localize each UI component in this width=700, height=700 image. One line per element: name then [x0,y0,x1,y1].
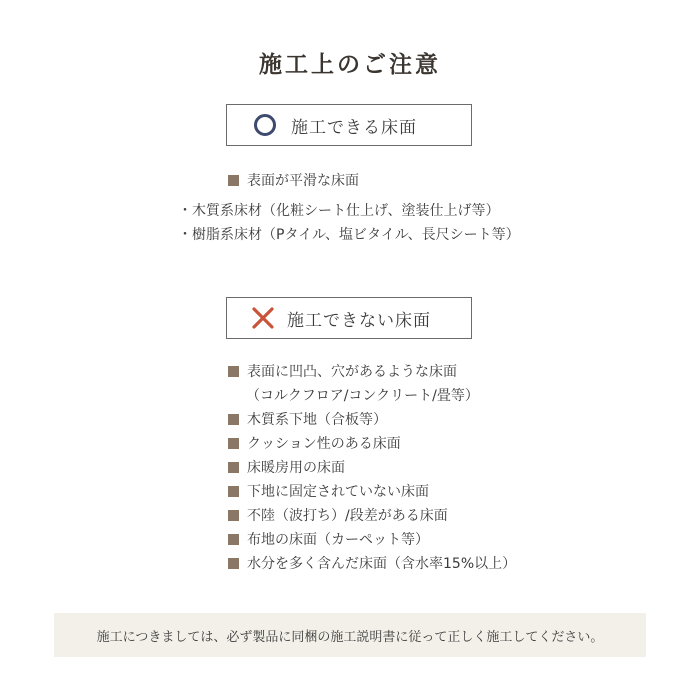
ng-floor-heading: 施工できない床面 [287,310,431,331]
ok-floor-item-text: 表面が平滑な床面 [247,173,359,189]
ng-floor-item [228,459,345,477]
ng-floor-item-text: 水分を多く含んだ床面（含水率15%以上） [247,556,517,572]
installation-note-text: 施工につきましては、必ず製品に同梱の施工説明書に従って正しく施工してください。 [96,629,604,645]
ng-floor-item [228,363,457,381]
installation-note [54,613,646,657]
square-bullet-icon [228,438,239,449]
square-bullet-icon [228,366,239,377]
ng-floor-item [228,435,401,453]
ok-floor-item [228,172,359,190]
ng-floor-item [228,555,516,573]
ng-floor-item [228,411,387,429]
circle-icon [253,113,277,137]
page-title: 施工上のご注意 [259,52,441,78]
ng-floor-heading-box [226,297,472,339]
ng-floor-item-text: 木質系下地（合板等） [247,412,387,428]
ng-floor-item-sub: （コルクフロア/コンクリート/畳等） [246,388,479,404]
ok-floor-detail: ・木質系床材（化粧シート仕上げ、塗装仕上げ等） [178,203,500,219]
square-bullet-icon [228,558,239,569]
ng-floor-item-text: 表面に凹凸、穴があるような床面 [247,364,457,380]
square-bullet-icon [228,486,239,497]
ng-floor-item-text: 床暖房用の床面 [247,460,345,476]
ok-floor-heading-box [226,104,472,146]
ng-floor-item [228,507,448,525]
ng-floor-item-text: 布地の床面（カーペット等） [247,532,429,548]
ng-floor-item [228,483,429,501]
square-bullet-icon [228,462,239,473]
ok-floor-heading: 施工できる床面 [291,117,417,138]
cross-icon [251,306,275,330]
square-bullet-icon [228,510,239,521]
ng-floor-item-text: クッション性のある床面 [247,436,401,452]
ok-floor-detail: ・樹脂系床材（Pタイル、塩ビタイル、長尺シート等） [178,227,520,243]
square-bullet-icon [228,175,239,186]
square-bullet-icon [228,414,239,425]
ng-floor-item-text: 不陸（波打ち）/段差がある床面 [247,508,448,524]
ng-floor-item [228,531,429,549]
square-bullet-icon [228,534,239,545]
ng-floor-item-text: 下地に固定されていない床面 [247,484,429,500]
